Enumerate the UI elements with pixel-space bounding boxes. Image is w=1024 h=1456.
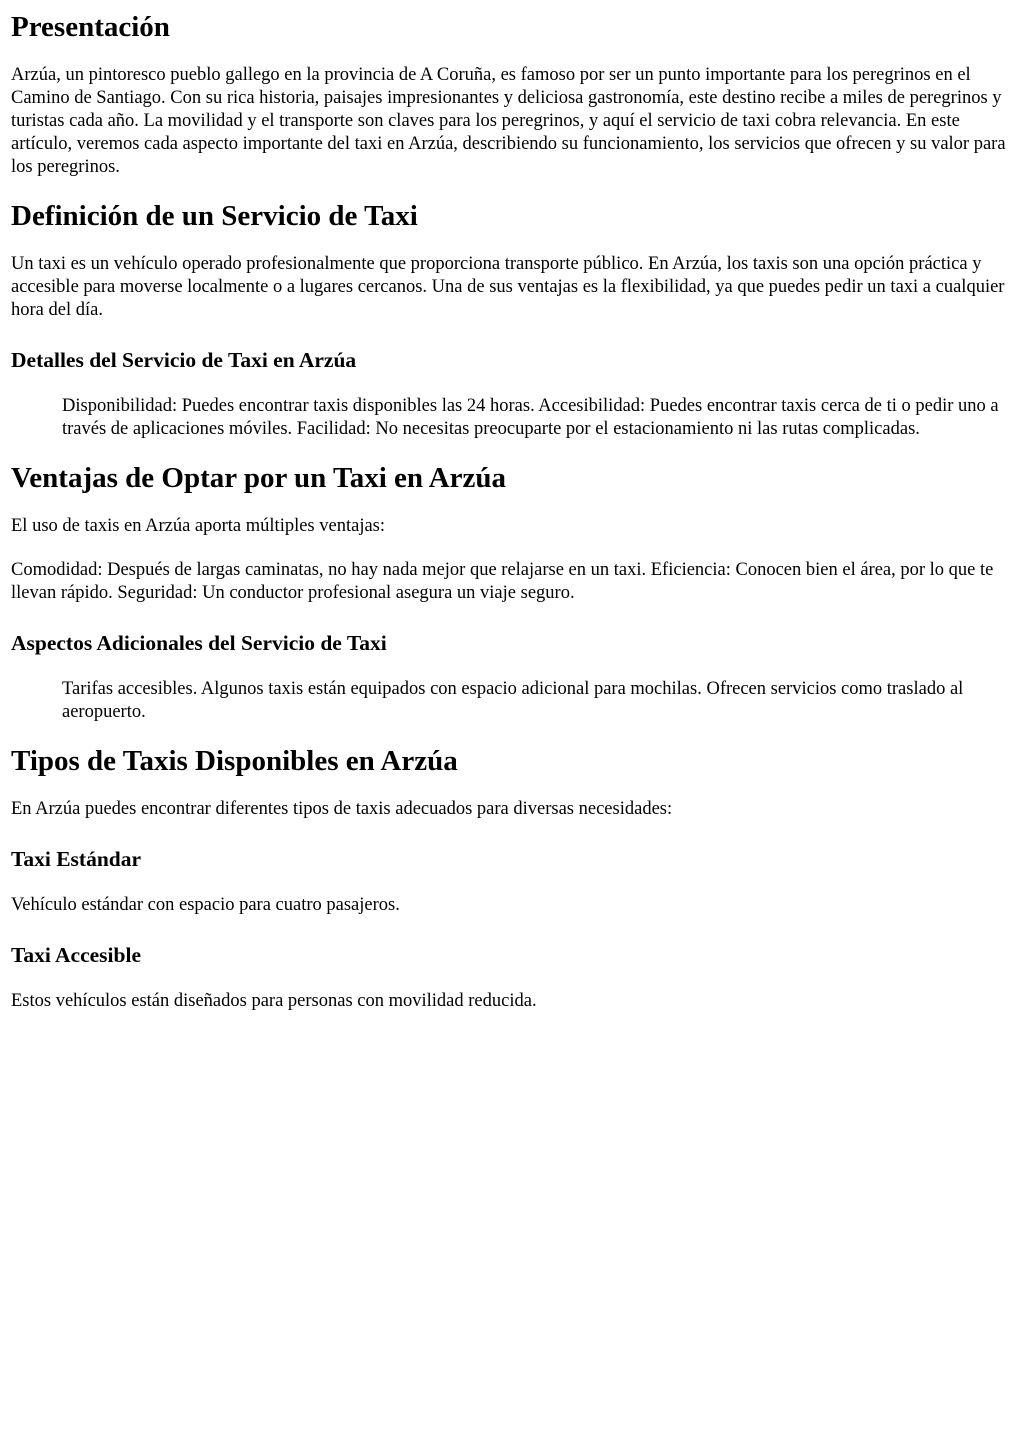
subheading-aspectos: Aspectos Adicionales del Servicio de Taxi xyxy=(11,631,387,655)
blockquote-aspectos: Tarifas accesibles. Algunos taxis están equipados con espacio adicional para mochilas. Ofrecen servicios como traslado al aeropuerto. xyxy=(62,679,964,722)
paragraph-ventajas-intro: El uso de taxis en Arzúa aporta múltiples ventajas: xyxy=(11,516,386,536)
subheading-taxi-estandar: Taxi Estándar xyxy=(11,847,142,871)
paragraph-tipos-intro: En Arzúa puedes encontrar diferentes tipos de taxis adecuados para diversas necesidades: xyxy=(11,799,673,819)
heading-ventajas: Ventajas de Optar por un Taxi en Arzúa xyxy=(11,462,506,494)
paragraph-taxi-estandar: Vehículo estándar con espacio para cuatro pasajeros. xyxy=(11,895,400,915)
heading-definicion: Definición de un Servicio de Taxi xyxy=(11,200,418,232)
blockquote-detalles: Disponibilidad: Puedes encontrar taxis disponibles las 24 horas. Accesibilidad: Puedes encontrar taxis cerca de ti o pedir uno a través de aplicaciones móviles. Facilidad: No necesitas preocuparte por el estacionamiento ni las rutas complicadas. xyxy=(62,396,999,439)
subheading-detalles: Detalles del Servicio de Taxi en Arzúa xyxy=(11,348,357,372)
paragraph-ventajas: Comodidad: Después de largas caminatas, no hay nada mejor que relajarse en un taxi. Eficiencia: Conocen bien el área, por lo que te llevan rápido. Seguridad: Un conductor profesional asegura un viaje seguro. xyxy=(11,560,994,603)
paragraph-definicion: Un taxi es un vehículo operado profesionalmente que proporciona transporte público. En Arzúa, los taxis son una opción práctica y accesible para moverse localmente o a lugares cercanos. Una de sus ventajas es la flexibilidad, ya que puedes pedir un taxi a cualquier hora del día. xyxy=(11,254,1005,320)
paragraph-taxi-accesible: Estos vehículos están diseñados para personas con movilidad reducida. xyxy=(11,991,537,1011)
paragraph-presentacion: Arzúa, un pintoresco pueblo gallego en la provincia de A Coruña, es famoso por ser un punto importante para los peregrinos en el Camino de Santiago. Con su rica historia, paisajes impresionantes y deliciosa gastronomía, este destino recibe a miles de peregrinos y turistas cada año. La movilidad y el transporte son claves para los peregrinos, y aquí el servicio de taxi cobra relevancia. En este artículo, veremos cada aspecto importante del taxi en Arzúa, describiendo su funcionamiento, los servicios que ofrecen y su valor para los peregrinos. xyxy=(11,65,1006,177)
heading-presentacion: Presentación xyxy=(11,11,170,43)
subheading-taxi-accesible: Taxi Accesible xyxy=(11,943,141,967)
article xyxy=(0,10,1024,1013)
heading-tipos: Tipos de Taxis Disponibles en Arzúa xyxy=(11,745,458,777)
